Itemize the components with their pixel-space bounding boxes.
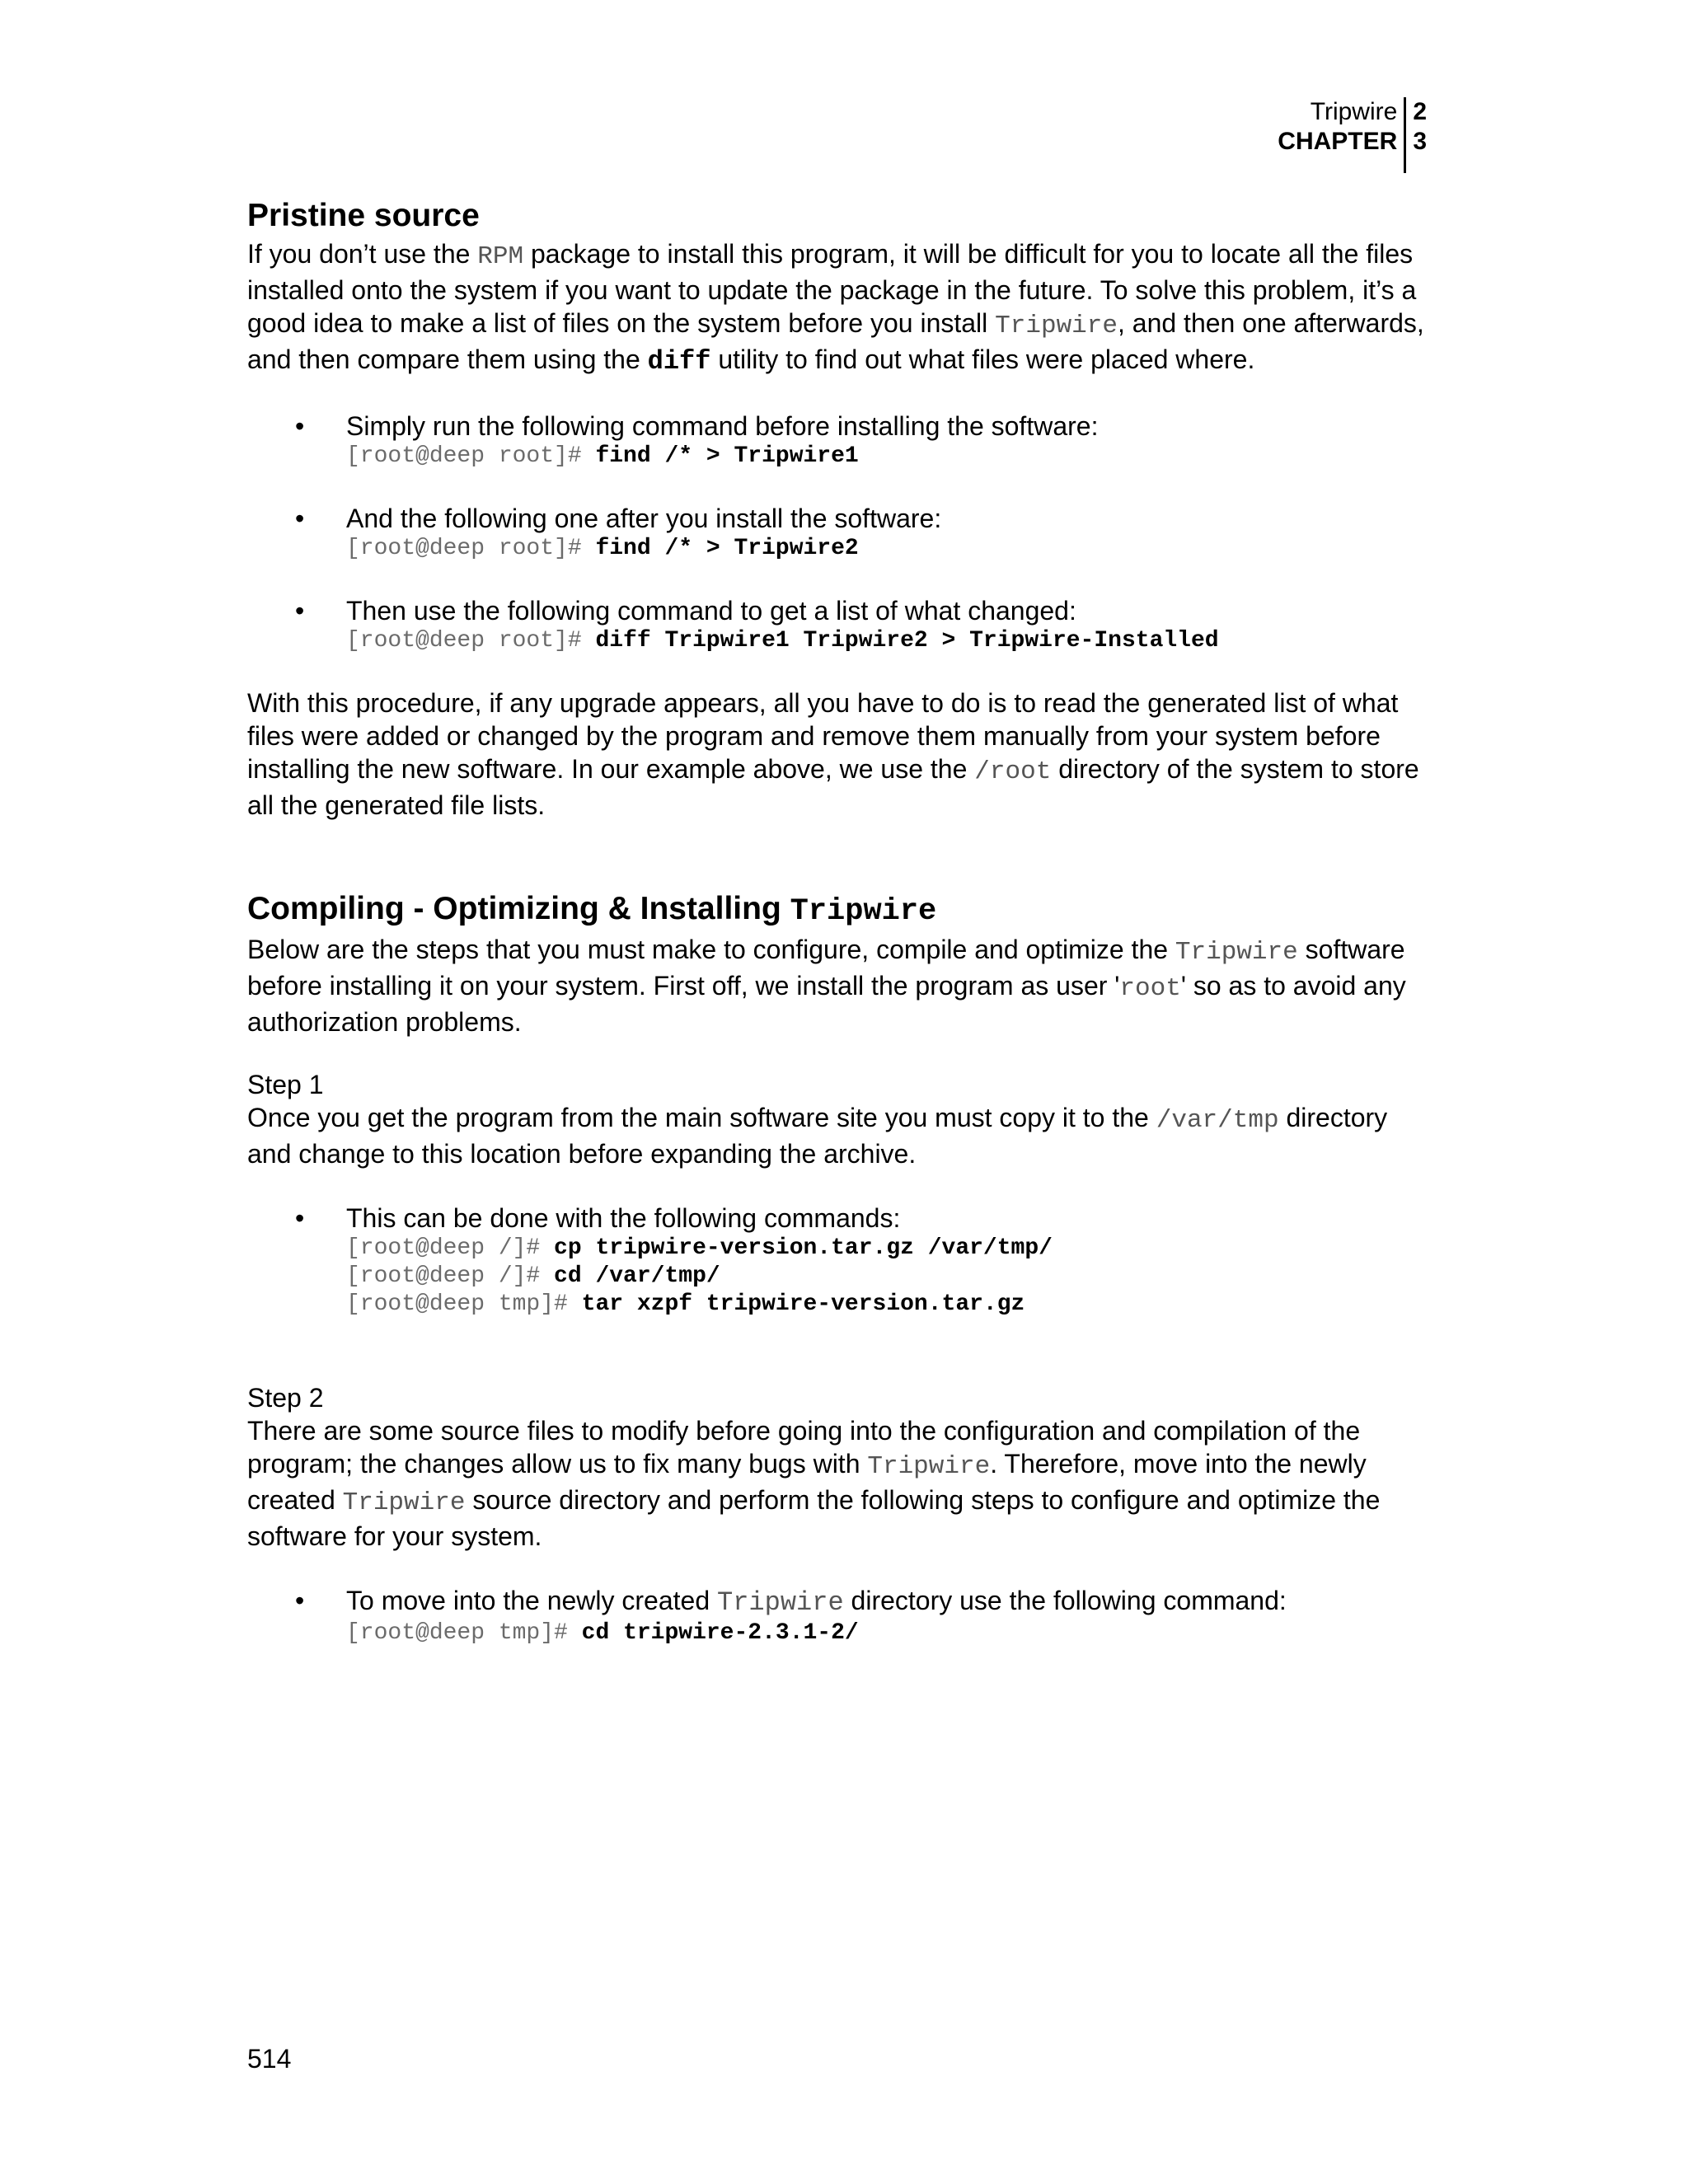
page-number: 514	[247, 2044, 292, 2074]
inline-code-tripwire: Tripwire	[1175, 938, 1298, 967]
inline-code-tripwire: Tripwire	[342, 1488, 466, 1517]
code-line: [root@deep root]# diff Tripwire1 Tripwire2 > Tripwire-Installed	[346, 628, 1219, 654]
inline-code-root: root	[1119, 974, 1181, 1003]
code-line: [root@deep tmp]# cd tripwire-2.3.1-2/	[346, 1620, 859, 1646]
list-item: • And the following one after you install the software: [root@deep root]# find /* > Tripwire2	[247, 502, 1434, 563]
code-line: [root@deep /]# cp tripwire-version.tar.gz /var/tmp/	[346, 1235, 1053, 1261]
inline-code-tripwire: Tripwire	[867, 1452, 991, 1481]
paragraph-pristine-intro: If you don’t use the RPM package to install this program, it will be difficult for you to locate all the files installed onto the system if you want to update the package in the future. To solve this problem, it’s a good idea to make a list of files on the system before you install Tripwire, and then one afterwards, and then compare them using the diff utility to find out what files were placed where.	[247, 239, 1424, 377]
step-1-label: Step 1	[247, 1070, 324, 1099]
running-header	[1278, 97, 1427, 173]
header-chapter-number-2: 3	[1413, 128, 1427, 155]
page-content	[247, 194, 1434, 1647]
section-heading-pristine-source: Pristine source	[247, 198, 480, 233]
inline-code-tripwire: Tripwire	[995, 312, 1118, 340]
code-line: [root@deep /]# cd /var/tmp/	[346, 1263, 720, 1289]
step-2-label: Step 2	[247, 1383, 324, 1413]
paragraph-compiling-intro: Below are the steps that you must make to configure, compile and optimize the Tripwire software before installing it on your system. First off, we install the program as user 'root' so as to avoid any authorization problems.	[247, 935, 1406, 1037]
bullet-list-cd-command	[247, 1584, 1434, 1647]
list-item: • Then use the following command to get a list of what changed: [root@deep root]# diff Tripwire1 Tripwire2 > Tripwire-Installed	[247, 594, 1434, 655]
header-chapter-number-1: 2	[1413, 98, 1427, 125]
paragraph-procedure: With this procedure, if any upgrade appears, all you have to do is to read the generated list of what files were added or changed by the program and remove them manually from your system before installing the new software. In our example above, we use the /root directory of the system to store all the generated file lists.	[247, 688, 1419, 820]
code-line: [root@deep tmp]# tar xzpf tripwire-version.tar.gz	[346, 1291, 1025, 1317]
paragraph-step-2: There are some source files to modify before going into the configuration and compilation of the program; the changes allow us to fix many bugs with Tripwire. Therefore, move into the newly created Tripwire source directory and perform the following steps to configure and optimize the software for your system.	[247, 1416, 1381, 1551]
header-chapter: CHAPTER	[1278, 128, 1398, 155]
paragraph-step-1: Once you get the program from the main software site you must copy it to the /var/tmp directory and change to this location before expanding the archive.	[247, 1103, 1388, 1169]
section-heading-compiling: Compiling - Optimizing & Installing Tripwire	[247, 891, 937, 929]
inline-code-diff: diff	[647, 346, 711, 377]
code-line: [root@deep root]# find /* > Tripwire1	[346, 443, 859, 469]
inline-code-var-tmp: /var/tmp	[1156, 1106, 1279, 1135]
bullet-icon: •	[295, 1586, 305, 1615]
bullet-icon: •	[295, 596, 305, 626]
bullet-icon: •	[295, 1203, 305, 1233]
list-item: • Simply run the following command before installing the software: [root@deep root]# find /* > Tripwire1	[247, 410, 1434, 471]
inline-code-tripwire: Tripwire	[717, 1587, 844, 1618]
bullet-icon: •	[295, 504, 305, 533]
inline-code-rpm: RPM	[477, 242, 524, 271]
list-item: • To move into the newly created Tripwire directory use the following command: [root@deep tmp]# cd tripwire-2.3.1-2/	[247, 1584, 1434, 1647]
bullet-icon: •	[295, 411, 305, 441]
list-item: • This can be done with the following commands: [root@deep /]# cp tripwire-version.tar.gz /var/tmp/ [root@deep /]# cd /var/tmp/ [root@deep tmp]# tar xzpf tripwire-version.tar.gz	[247, 1202, 1434, 1319]
header-title: Tripwire	[1310, 98, 1398, 125]
code-line: [root@deep root]# find /* > Tripwire2	[346, 536, 859, 561]
bullet-list-copy-commands	[247, 1202, 1434, 1319]
inline-code-root-dir: /root	[974, 757, 1052, 786]
bullet-list-find-commands	[247, 410, 1434, 655]
